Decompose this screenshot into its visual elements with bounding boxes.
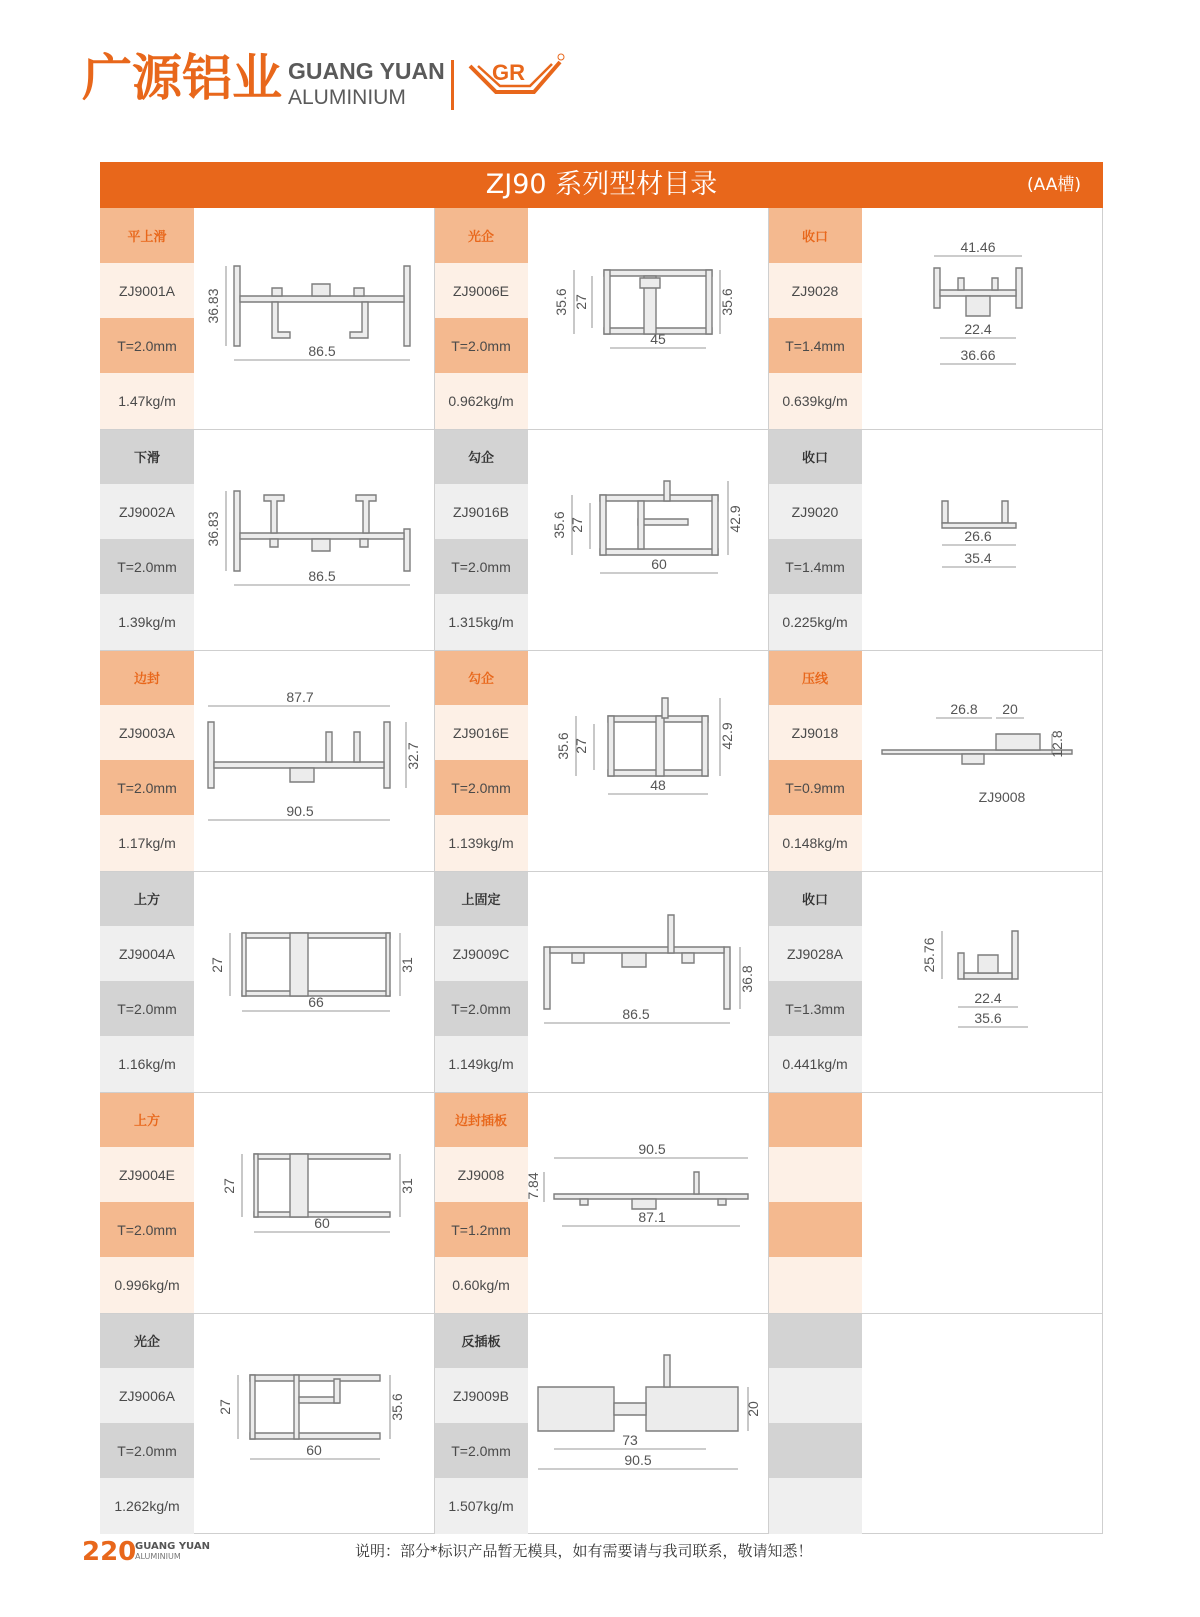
dimension-label: 22.4 xyxy=(964,321,992,337)
dimension-label: 25.76 xyxy=(921,937,937,973)
dimension-label: 27 xyxy=(573,294,589,310)
profile-cell xyxy=(434,650,768,871)
profile-code xyxy=(768,1368,862,1423)
profile-code: ZJ9018 xyxy=(768,705,862,760)
profile-thickness: T=0.9mm xyxy=(768,760,862,815)
profile-drawing xyxy=(528,871,768,1092)
dimension-label: 35.6 xyxy=(551,511,567,539)
profile-drawing xyxy=(194,1313,434,1534)
profile-cell xyxy=(768,429,1102,650)
profile-thickness: T=2.0mm xyxy=(100,1202,194,1257)
dimension-label: 35.6 xyxy=(974,1010,1002,1026)
dimension-label: 35.4 xyxy=(964,550,992,566)
dimension-label: 87.1 xyxy=(638,1209,666,1225)
profile-cell xyxy=(100,208,434,429)
profile-code: ZJ9009B xyxy=(434,1368,528,1423)
profile-code: ZJ9008 xyxy=(434,1147,528,1202)
dimension-label: 36.8 xyxy=(739,965,755,993)
profile-code: ZJ9006A xyxy=(100,1368,194,1423)
profile-weight: 1.262kg/m xyxy=(100,1478,194,1534)
profile-thickness: T=2.0mm xyxy=(434,1423,528,1478)
brand-separator xyxy=(451,60,454,110)
profile-weight: 1.507kg/m xyxy=(434,1478,528,1534)
profile-code: ZJ9004A xyxy=(100,926,194,981)
profile-drawing xyxy=(862,1092,1102,1313)
profile-cell xyxy=(100,429,434,650)
dimension-label: 48 xyxy=(650,777,666,793)
dimension-label: 27 xyxy=(573,738,589,754)
profile-thickness: T=1.3mm xyxy=(768,981,862,1036)
footer-note: 说明：部分*标识产品暂无模具，如有需要请与我司联系，敬请知悉！ xyxy=(355,1542,813,1560)
dimension-label: 90.5 xyxy=(624,1452,652,1468)
dimension-label: 35.6 xyxy=(719,288,735,316)
profile-drawing xyxy=(862,429,1102,650)
profile-weight: 0.225kg/m xyxy=(768,594,862,650)
dimension-label: 60 xyxy=(651,556,667,572)
dimension-label: 32.7 xyxy=(405,742,421,770)
profile-code: ZJ9002A xyxy=(100,484,194,539)
profile-thickness: T=1.2mm xyxy=(434,1202,528,1257)
profile-name: 平上滑 xyxy=(100,208,194,263)
profile-drawing xyxy=(862,871,1102,1092)
profile-name xyxy=(768,1313,862,1368)
profile-thickness: T=2.0mm xyxy=(100,1423,194,1478)
profile-cell xyxy=(768,1092,1102,1313)
profile-thickness xyxy=(768,1202,862,1257)
row-divider xyxy=(100,1092,1103,1093)
row-divider xyxy=(100,650,1103,651)
profile-cell xyxy=(100,650,434,871)
dimension-label: 26.6 xyxy=(964,528,992,544)
dimension-label: ZJ9008 xyxy=(978,789,1026,805)
dimension-label: 42.9 xyxy=(719,722,735,750)
profile-code: ZJ9001A xyxy=(100,263,194,318)
profile-name: 下滑 xyxy=(100,429,194,484)
profile-thickness: T=1.4mm xyxy=(768,539,862,594)
profile-thickness: T=2.0mm xyxy=(434,318,528,373)
profile-drawing xyxy=(525,1092,768,1313)
profile-weight: 0.441kg/m xyxy=(768,1036,862,1092)
profile-thickness: T=2.0mm xyxy=(100,760,194,815)
profile-drawing xyxy=(862,1313,1102,1534)
profile-name: 反插板 xyxy=(434,1313,528,1368)
dimension-label: 90.5 xyxy=(286,803,314,819)
profile-drawing xyxy=(528,429,768,650)
profile-code xyxy=(768,1147,862,1202)
dimension-label: 22.4 xyxy=(974,990,1002,1006)
profile-weight: 0.962kg/m xyxy=(434,373,528,429)
page-header xyxy=(0,0,1200,150)
profile-code: ZJ9004E xyxy=(100,1147,194,1202)
profile-thickness: T=2.0mm xyxy=(100,318,194,373)
profile-name: 上方 xyxy=(100,871,194,926)
profile-cell xyxy=(434,871,768,1092)
profile-weight: 1.47kg/m xyxy=(100,373,194,429)
dimension-label: 60 xyxy=(314,1215,330,1231)
footer-brand-sub: ALUMINIUM xyxy=(135,1552,181,1561)
profile-code: ZJ9028A xyxy=(768,926,862,981)
profile-name: 收口 xyxy=(768,429,862,484)
profile-thickness: T=2.0mm xyxy=(434,981,528,1036)
brand-name-cn: 广源铝业 xyxy=(82,49,282,107)
profile-cell xyxy=(100,1092,434,1313)
dimension-label: 31 xyxy=(399,1178,415,1194)
dimension-label: 36.83 xyxy=(205,511,221,547)
profile-drawing xyxy=(194,871,434,1092)
profile-name xyxy=(768,1092,862,1147)
profile-name: 收口 xyxy=(768,208,862,263)
dimension-label: 87.7 xyxy=(286,689,314,705)
profile-code: ZJ9003A xyxy=(100,705,194,760)
profile-weight xyxy=(768,1257,862,1313)
profile-cell xyxy=(768,208,1102,429)
profile-drawing xyxy=(862,650,1102,871)
profile-weight: 1.16kg/m xyxy=(100,1036,194,1092)
dimension-label: 35.6 xyxy=(553,288,569,316)
catalog-title-bar xyxy=(100,162,1103,208)
profile-name: 收口 xyxy=(768,871,862,926)
profile-name: 上方 xyxy=(100,1092,194,1147)
dimension-label: 7.84 xyxy=(525,1172,541,1200)
profile-name: 上固定 xyxy=(434,871,528,926)
profile-thickness: T=2.0mm xyxy=(100,539,194,594)
profile-thickness: T=2.0mm xyxy=(434,539,528,594)
dimension-label: 20 xyxy=(745,1401,761,1417)
brand-subtitle-en: ALUMINIUM xyxy=(288,86,406,109)
dimension-label: 45 xyxy=(650,331,666,347)
row-divider xyxy=(100,1313,1103,1314)
dimension-label: 73 xyxy=(622,1432,638,1448)
dimension-label: 36.66 xyxy=(960,347,996,363)
dimension-label: 86.5 xyxy=(622,1006,650,1022)
profile-drawing xyxy=(862,208,1102,429)
profile-cell xyxy=(768,650,1102,871)
profile-cell xyxy=(100,871,434,1092)
dimension-label: 35.6 xyxy=(389,1393,405,1421)
dimension-label: 86.5 xyxy=(308,343,336,359)
profile-cell xyxy=(434,1313,768,1534)
dimension-label: 27 xyxy=(221,1178,237,1194)
profile-name: 勾企 xyxy=(434,650,528,705)
catalog-title: ZJ90 系列型材目录 xyxy=(485,169,718,200)
profile-weight xyxy=(768,1478,862,1534)
profile-drawing xyxy=(194,429,434,650)
profile-cell xyxy=(768,871,1102,1092)
profile-name: 勾企 xyxy=(434,429,528,484)
dimension-label: 27 xyxy=(209,957,225,973)
dimension-label: 86.5 xyxy=(308,568,336,584)
profile-code: ZJ9016E xyxy=(434,705,528,760)
profile-cell xyxy=(100,1313,434,1534)
footer-brand: GUANG YUAN xyxy=(135,1541,210,1552)
profile-name: 边封插板 xyxy=(434,1092,528,1147)
profile-name: 光企 xyxy=(434,208,528,263)
dimension-label: 66 xyxy=(308,994,324,1010)
profile-weight: 0.60kg/m xyxy=(434,1257,528,1313)
profile-cell xyxy=(434,1092,768,1313)
svg-text:GR: GR xyxy=(492,60,525,85)
dimension-label: 27 xyxy=(217,1399,233,1415)
profile-name: 光企 xyxy=(100,1313,194,1368)
profile-thickness: T=1.4mm xyxy=(768,318,862,373)
dimension-label: 60 xyxy=(306,1442,322,1458)
profile-drawing xyxy=(194,650,434,871)
profile-code: ZJ9016B xyxy=(434,484,528,539)
profile-thickness xyxy=(768,1423,862,1478)
profile-weight: 1.315kg/m xyxy=(434,594,528,650)
dimension-label: 12.8 xyxy=(1049,730,1065,758)
profile-weight: 1.149kg/m xyxy=(434,1036,528,1092)
row-divider xyxy=(100,429,1103,430)
brand-name-en: GUANG YUAN xyxy=(288,58,445,84)
dimension-label: 31 xyxy=(399,957,415,973)
row-divider xyxy=(100,871,1103,872)
dimension-label: 20 xyxy=(1002,701,1018,717)
profile-weight: 1.139kg/m xyxy=(434,815,528,871)
profile-cell xyxy=(768,1313,1102,1534)
gr-logo-icon xyxy=(466,52,566,102)
profile-weight: 0.996kg/m xyxy=(100,1257,194,1313)
profile-code: ZJ9028 xyxy=(768,263,862,318)
profile-thickness: T=2.0mm xyxy=(100,981,194,1036)
profile-drawing xyxy=(194,1092,434,1313)
dimension-label: 26.8 xyxy=(950,701,978,717)
dimension-label: 36.83 xyxy=(205,288,221,324)
dimension-label: 90.5 xyxy=(638,1141,666,1157)
profile-drawing xyxy=(194,208,434,429)
profile-cell xyxy=(434,429,768,650)
profile-drawing xyxy=(528,650,768,871)
profile-weight: 0.639kg/m xyxy=(768,373,862,429)
profile-code: ZJ9020 xyxy=(768,484,862,539)
profile-cell xyxy=(434,208,768,429)
dimension-label: 27 xyxy=(569,517,585,533)
profile-thickness: T=2.0mm xyxy=(434,760,528,815)
dimension-label: 42.9 xyxy=(727,505,743,533)
profile-drawing xyxy=(528,1313,768,1534)
page-number: 220 xyxy=(82,1537,137,1567)
profile-weight: 1.17kg/m xyxy=(100,815,194,871)
dimension-label: 35.6 xyxy=(555,732,571,760)
profile-drawing xyxy=(528,208,768,429)
profile-weight: 0.148kg/m xyxy=(768,815,862,871)
catalog-note: (AA槽) xyxy=(1027,175,1081,195)
profile-name: 边封 xyxy=(100,650,194,705)
profile-code: ZJ9006E xyxy=(434,263,528,318)
dimension-label: 41.46 xyxy=(960,239,996,255)
profile-code: ZJ9009C xyxy=(434,926,528,981)
profile-name: 压线 xyxy=(768,650,862,705)
profile-weight: 1.39kg/m xyxy=(100,594,194,650)
